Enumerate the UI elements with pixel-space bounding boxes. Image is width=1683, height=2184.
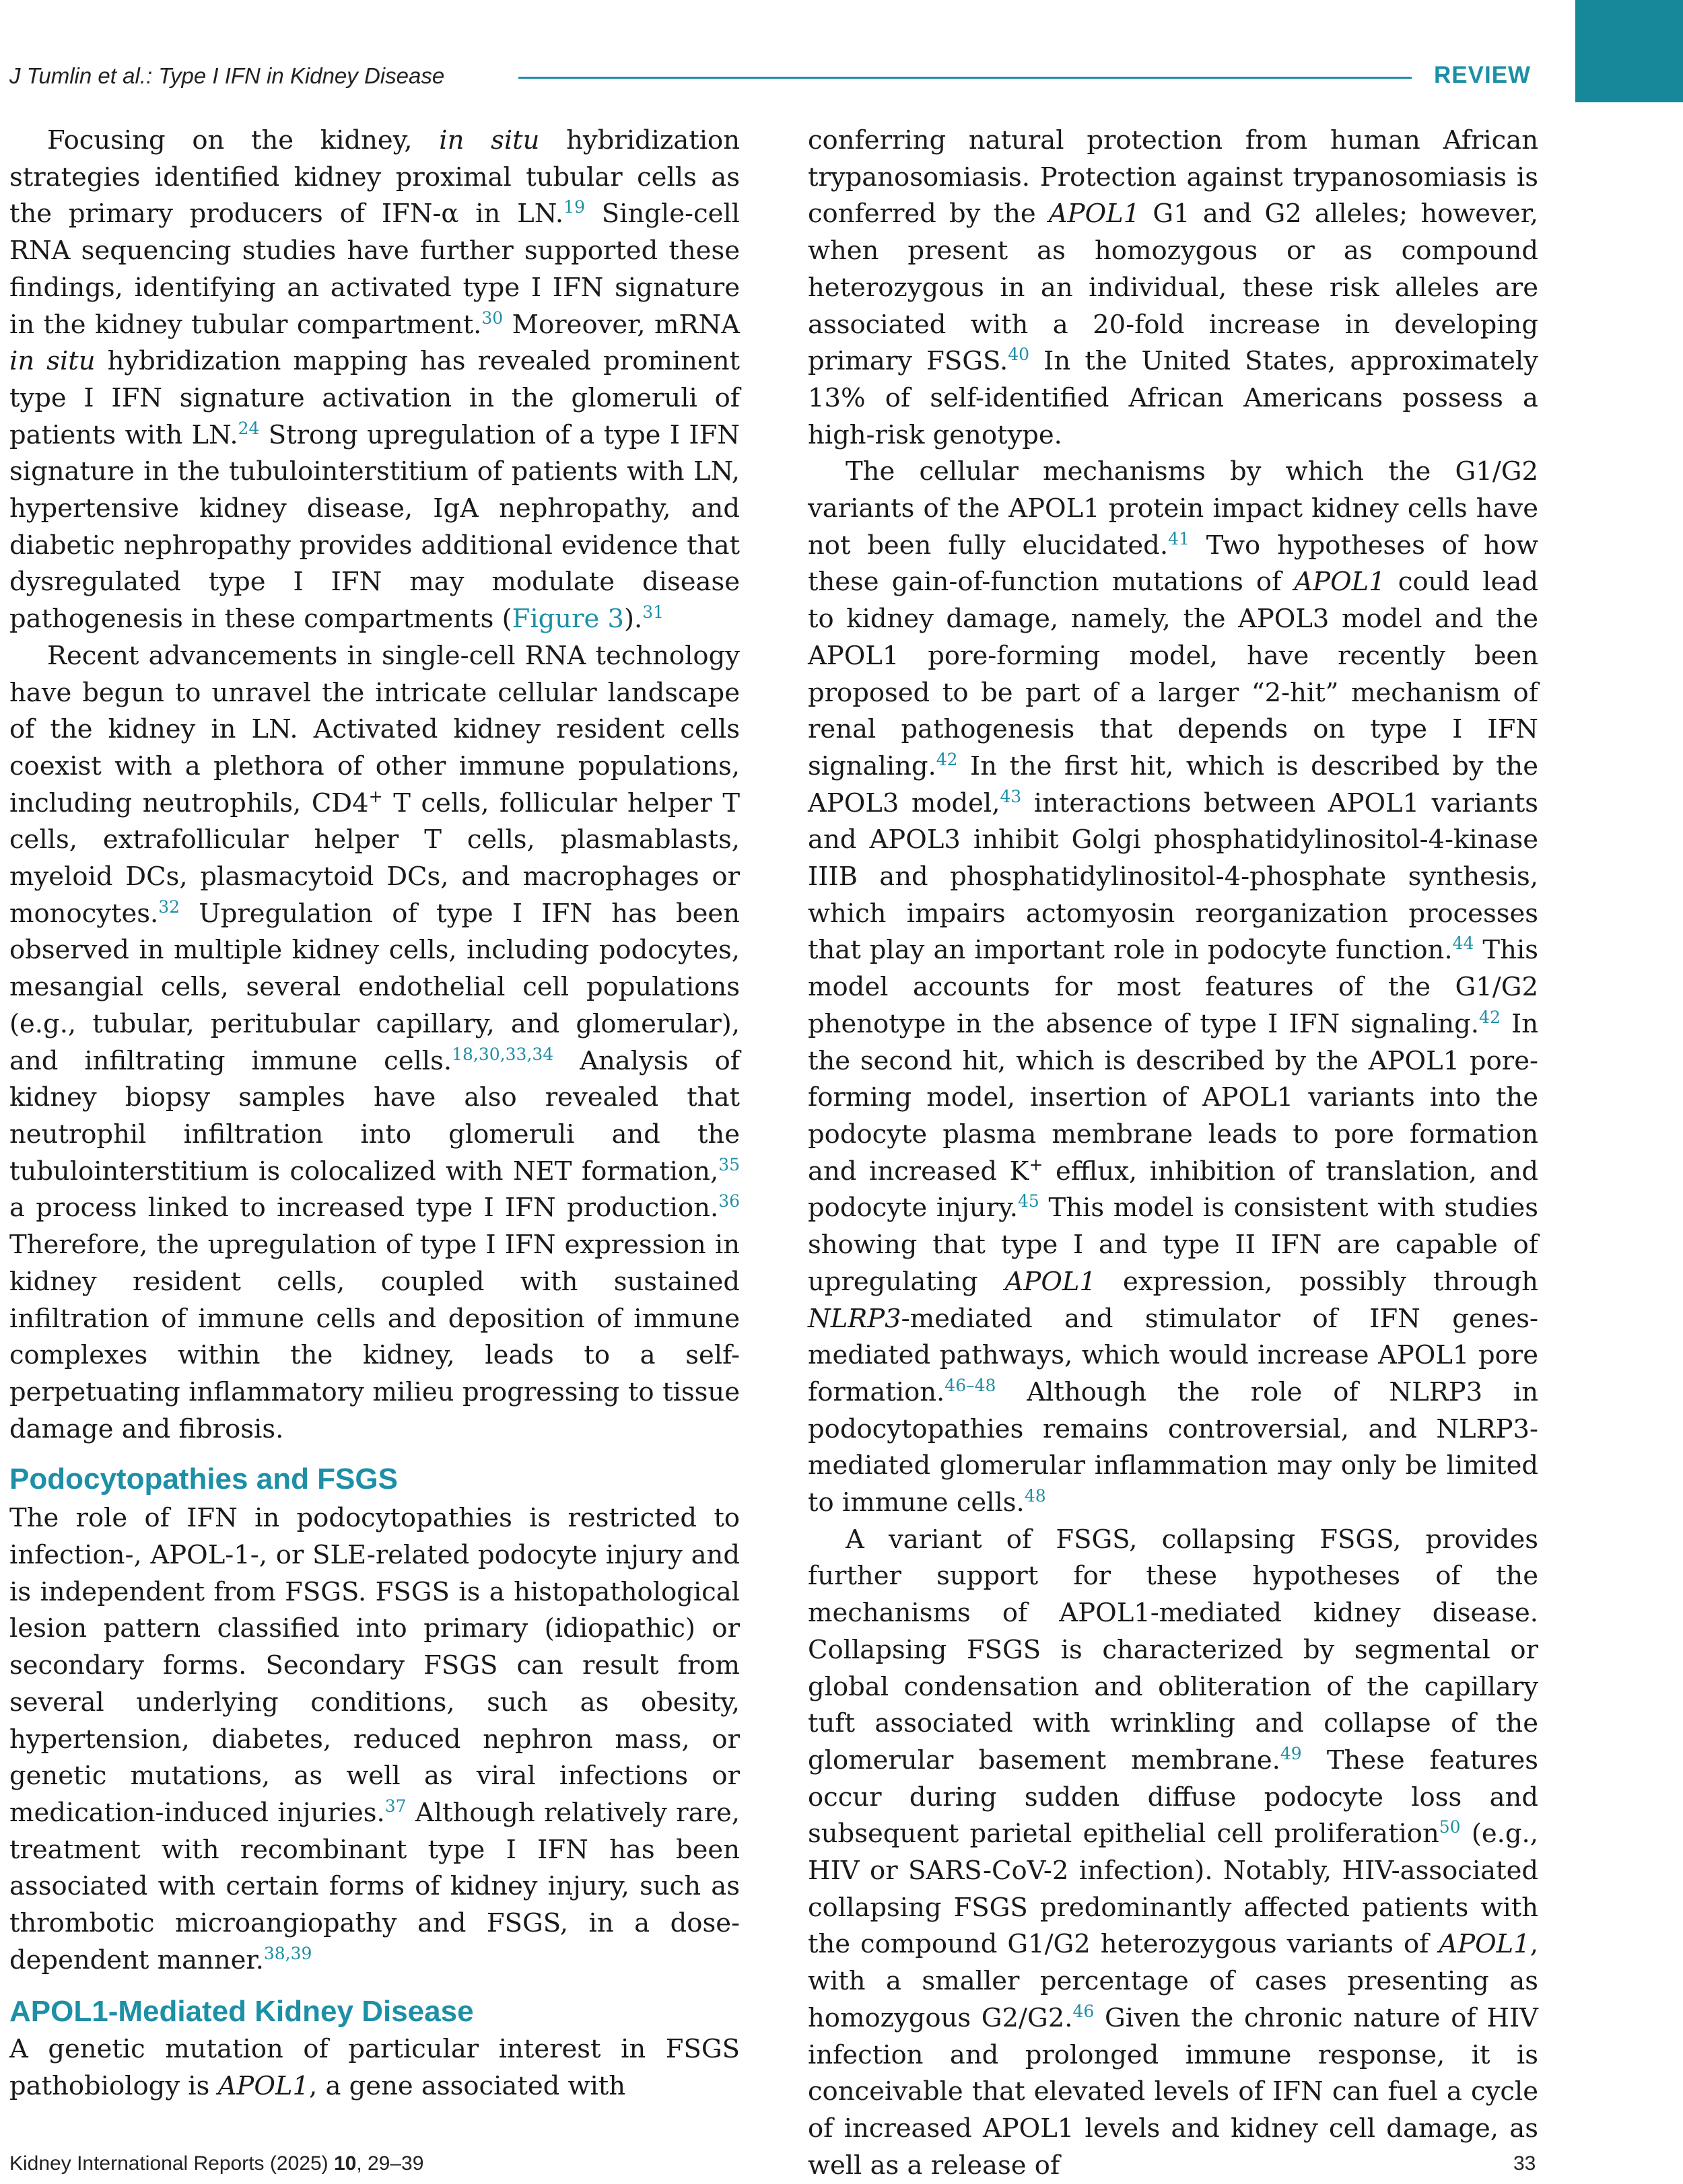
- corner-color-tab: [1575, 0, 1683, 102]
- citation-link[interactable]: 42: [1479, 1008, 1501, 1028]
- citation-link[interactable]: 46–48: [944, 1376, 996, 1396]
- paragraph: The cellular mechanisms by which the G1/G2 variants of the APOL1 protein impact kidney cells have not been fully elucidated.$^{41}$ Two hypotheses of how these gain-of-function mutations of APOL1 could lead to kidney damage, namely, the APOL3 model and the APOL1 pore-forming model, have recently been proposed to be part of a larger “2-hit” mechanism of renal pathogenesis that depends on type I IFN signaling.$^{42}$ In the first hit, which is described by the APOL3 model,$^{43}$ interactions between APOL1 variants and APOL3 inhibit Golgi phosphatidylinositol-4-kinase IIIB and phosphatidylinositol-4-phosphate synthesis, which impairs actomyosin reorganization processes that play an important role in podocyte function.$^{44}$ This model accounts for most features of the G1/G2 phenotype in the absence of type I IFN signaling.$^{42}$ In the second hit, which is described by the APOL1 pore-forming model, insertion of APOL1 variants into the podocyte plasma membrane leads to pore formation and increased K+ efflux, inhibition of translation, and podocyte injury.$^{45}$ This model is consistent with studies showing that type I and type II IFN are capable of upregulating APOL1 expression, possibly through NLRP3-mediated and stimulator of IFN genes-mediated pathways, which would increase APOL1 pore formation.$^{46-48}$ Although the role of NLRP3 in podocytopathies remains controversial, and NLRP3-mediated glomerular inflammation may only be limited to immune cells.$^{48}$: [808, 456, 1538, 1518]
- paragraph: The role of IFN in podocytopathies is restricted to infection-, APOL-1-, or SLE-related podocyte injury and is independent from FSGS. FSGS is a histopathological lesion pattern classified into primary (idiopathic) or secondary forms. Secondary FSGS can result from several underlying conditions, such as obesity, hypertension, diabetes, reduced nephron mass, or genetic mutations, as well as viral infections or medication-induced injuries.$^{37}$ Although relatively rare, treatment with recombinant type I IFN has been associated with certain forms of kidney injury, such as thrombotic microangiopathy and FSGS, in a dose-dependent manner.$^{38,39}$: [9, 1503, 740, 1975]
- citation-link[interactable]: 31: [642, 602, 664, 623]
- citation-link[interactable]: 49: [1280, 1744, 1302, 1764]
- citation-link[interactable]: 35: [718, 1154, 740, 1174]
- citation-link[interactable]: 46: [1072, 2002, 1095, 2022]
- paragraph: Focusing on the kidney, in situ hybridization strategies identified kidney proximal tubular cells as the primary producers of IFN-α in LN.$^{19}$ Single-cell RNA sequencing studies have further supported these findings, identifying an activated type I IFN signature in the kidney tubular compartment.$^{30}$ Moreover, mRNA in situ hybridization mapping has revealed prominent type I IFN signature activation in the glomeruli of patients with LN.$^{24}$ Strong upregulation of a type I IFN signature in the tubulointerstitium of patients with LN, hypertensive kidney disease, IgA nephropathy, and diabetic nephropathy provides additional evidence that dysregulated type I IFN may modulate disease pathogenesis in these compartments (Figure 3).$^{31}$: [9, 125, 740, 635]
- page-number: 33: [1513, 2152, 1536, 2175]
- figure-link[interactable]: Figure 3: [512, 604, 624, 635]
- citation-link[interactable]: 41: [1168, 528, 1190, 549]
- citation-link[interactable]: 45: [1018, 1191, 1039, 1211]
- header-rule: [518, 77, 1412, 79]
- paragraph: Recent advancements in single-cell RNA technology have begun to unravel the intricate cellular landscape of the kidney in LN. Activated kidney resident cells coexist with a plethora of other immune populations, including neutrophils, CD4+ T cells, follicular helper T cells, extrafollicular helper T cells, plasmablasts, myeloid DCs, plasmacytoid DCs, and macrophages or monocytes.$^{32}$ Upregulation of type I IFN has been observed in multiple kidney cells, including podocytes, mesangial cells, several endothelial cell populations (e.g., tubular, peritubular capillary, and glomerular), and infiltrating immune cells.$^{18,30,33,34}$ Analysis of kidney biopsy samples have also revealed that neutrophil infiltration into glomeruli and the tubulointerstitium is colocalized with NET formation,$^{35}$ a process linked to increased type I IFN production.$^{36}$ Therefore, the upregulation of type I IFN expression in kidney resident cells, coupled with sustained infiltration of immune cells and deposition of immune complexes within the kidney, leads to a self-perpetuating inflammatory milieu progressing to tissue damage and fibrosis.: [9, 640, 741, 1444]
- citation-link[interactable]: 37: [384, 1796, 407, 1817]
- right-column: [808, 122, 1538, 2184]
- citation-link[interactable]: 48: [1024, 1486, 1046, 1506]
- paragraph: conferring natural protection from human African trypanosomiasis. Protection against trypanosomiasis is conferred by the APOL1 G1 and G2 alleles; however, when present as homozygous or as compound heterozygous in an individual, these risk alleles are associated with a 20-fold increase in developing primary FSGS.$^{40}$ In the United States, approximately 13% of self-identified African Americans possess a high-risk genotype.: [808, 125, 1538, 450]
- citation-link[interactable]: 36: [718, 1191, 740, 1211]
- section-heading: APOL1-Mediated Kidney Disease: [9, 1995, 474, 2029]
- section-label: REVIEW: [1434, 62, 1532, 88]
- citation-link[interactable]: 32: [158, 896, 180, 917]
- citation-link[interactable]: 44: [1452, 934, 1474, 954]
- citation-link[interactable]: 42: [936, 750, 958, 770]
- citation-link[interactable]: 40: [1008, 345, 1030, 365]
- left-column: [9, 122, 740, 2105]
- citation-link[interactable]: 18,30,33,34: [452, 1044, 554, 1064]
- citation-link[interactable]: 19: [563, 197, 585, 217]
- journal-citation: Kidney International Reports (2025) 10, 29–39: [9, 2152, 424, 2175]
- paragraph: A genetic mutation of particular interest in FSGS pathobiology is APOL1, a gene associated with: [9, 2034, 740, 2102]
- section-heading: Podocytopathies and FSGS: [9, 1463, 398, 1496]
- citation-link[interactable]: 50: [1439, 1817, 1461, 1837]
- citation-link[interactable]: 43: [1000, 786, 1022, 806]
- citation-link[interactable]: 30: [481, 308, 504, 328]
- citation-link[interactable]: 24: [238, 418, 260, 438]
- citation-link[interactable]: 38,39: [263, 1943, 312, 1963]
- paragraph: A variant of FSGS, collapsing FSGS, provides further support for these hypotheses of the mechanisms of APOL1-mediated kidney disease. Collapsing FSGS is characterized by segmental or global condensation and obliteration of the capillary tuft associated with wrinkling and collapse of the glomerular basement membrane.$^{49}$ These features occur during sudden diffuse podocyte loss and subsequent parietal epithelial cell proliferation$^{50}$ (e.g., HIV or SARS-CoV-2 infection). Notably, HIV-associated collapsing FSGS predominantly affected patients with the compound G1/G2 heterozygous variants of APOL1, with a smaller percentage of cases presenting as homozygous G2/G2.46 Given the chronic nature of HIV infection and prolonged immune response, it is conceivable that elevated levels of IFN can fuel a cycle of increased APOL1 levels and kidney cell damage, as well as a release of: [808, 1524, 1539, 2181]
- running-title: J Tumlin et al.: Type I IFN in Kidney Disease: [9, 63, 445, 88]
